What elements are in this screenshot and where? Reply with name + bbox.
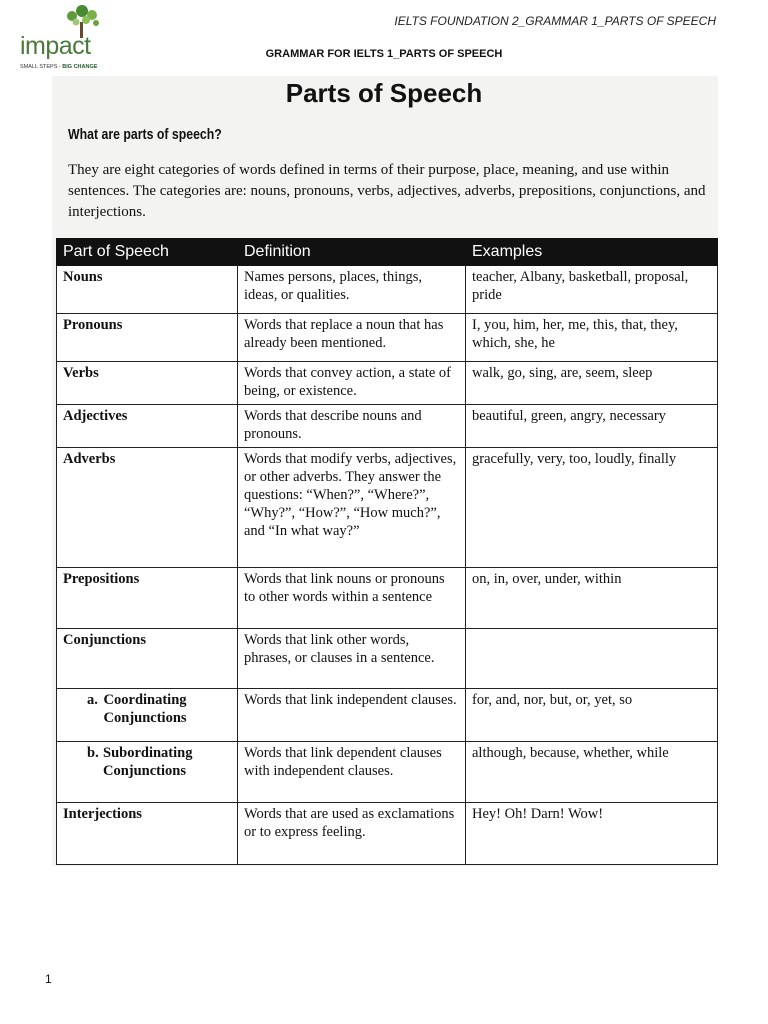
examples-cell: for, and, nor, but, or, yet, so (466, 689, 718, 742)
examples-cell: although, because, whether, while (466, 742, 718, 803)
part-cell: Pronouns (57, 314, 238, 362)
part-cell: Adverbs (57, 448, 238, 568)
table-row (57, 629, 718, 689)
logo-wordmark: impact (20, 32, 91, 60)
course-header: IELTS FOUNDATION 2_GRAMMAR 1_PARTS OF SPEECH (394, 14, 716, 28)
table-row (57, 448, 718, 568)
definition-cell: Words that link nouns or pronouns to other words within a sentence (238, 568, 466, 629)
page-number: 1 (45, 972, 52, 986)
definition-cell: Words that link independent clauses. (238, 689, 466, 742)
logo-tagline: SMALL STEPS - BIG CHANGE (20, 64, 98, 70)
part-cell: Prepositions (57, 568, 238, 629)
table-row (57, 742, 718, 803)
part-cell: Conjunctions (57, 629, 238, 689)
table-row (57, 689, 718, 742)
page-title: Parts of Speech (285, 78, 483, 108)
intro-paragraph: They are eight categories of words defined in terms of their purpose, place, meaning, and use within sentences. The categories are: nouns, pronouns, verbs, adjectives, adverbs, prepositions, conjunctions, and interjections. (68, 162, 706, 220)
definition-cell: Words that convey action, a state of being, or existence. (238, 362, 466, 405)
examples-cell (466, 629, 718, 689)
definition-cell: Words that link other words, phrases, or clauses in a sentence. (238, 629, 466, 689)
examples-cell: teacher, Albany, basketball, proposal, pride (466, 266, 718, 314)
table-row (57, 362, 718, 405)
definition-cell: Names persons, places, things, ideas, or qualities. (238, 266, 466, 314)
examples-cell: gracefully, very, too, loudly, finally (466, 448, 718, 568)
part-cell: Verbs (57, 362, 238, 405)
table-header-row (57, 239, 718, 266)
header-part-of-speech: Part of Speech (57, 239, 238, 266)
table-row (57, 266, 718, 314)
examples-cell: beautiful, green, angry, necessary (466, 405, 718, 448)
header-examples: Examples (466, 239, 718, 266)
definition-cell: Words that are used as exclamations or to express feeling. (238, 803, 466, 865)
part-cell: Interjections (57, 803, 238, 865)
table-row (57, 568, 718, 629)
list-marker: b. (87, 745, 99, 761)
definition-cell: Words that describe nouns and pronouns. (238, 405, 466, 448)
definition-cell: Words that replace a noun that has already been mentioned. (238, 314, 466, 362)
examples-cell: on, in, over, under, within (466, 568, 718, 629)
part-cell: Adjectives (57, 405, 238, 448)
list-marker: a. (87, 692, 98, 708)
parts-of-speech-table (56, 238, 718, 865)
examples-cell: Hey! Oh! Darn! Wow! (466, 803, 718, 865)
part-cell (57, 689, 238, 742)
table-row (57, 803, 718, 865)
table-row (57, 405, 718, 448)
header-definition: Definition (238, 239, 466, 266)
part-label: Subordinating Conjunctions (103, 745, 193, 779)
part-cell: Nouns (57, 266, 238, 314)
part-label: Coordinating Conjunctions (103, 692, 187, 726)
document-title: GRAMMAR FOR IELTS 1_PARTS OF SPEECH (265, 48, 503, 60)
definition-cell: Words that modify verbs, adjectives, or other adverbs. They answer the questions: “When?”, “Where?”, “Why?”, “How?”, “How much?”, and “In what way?” (238, 448, 466, 568)
part-cell (57, 742, 238, 803)
impact-logo (8, 4, 108, 72)
section-question: What are parts of speech? (68, 126, 222, 143)
examples-cell: I, you, him, her, me, this, that, they, which, she, he (466, 314, 718, 362)
examples-cell: walk, go, sing, are, seem, sleep (466, 362, 718, 405)
definition-cell: Words that link dependent clauses with independent clauses. (238, 742, 466, 803)
table-row (57, 314, 718, 362)
